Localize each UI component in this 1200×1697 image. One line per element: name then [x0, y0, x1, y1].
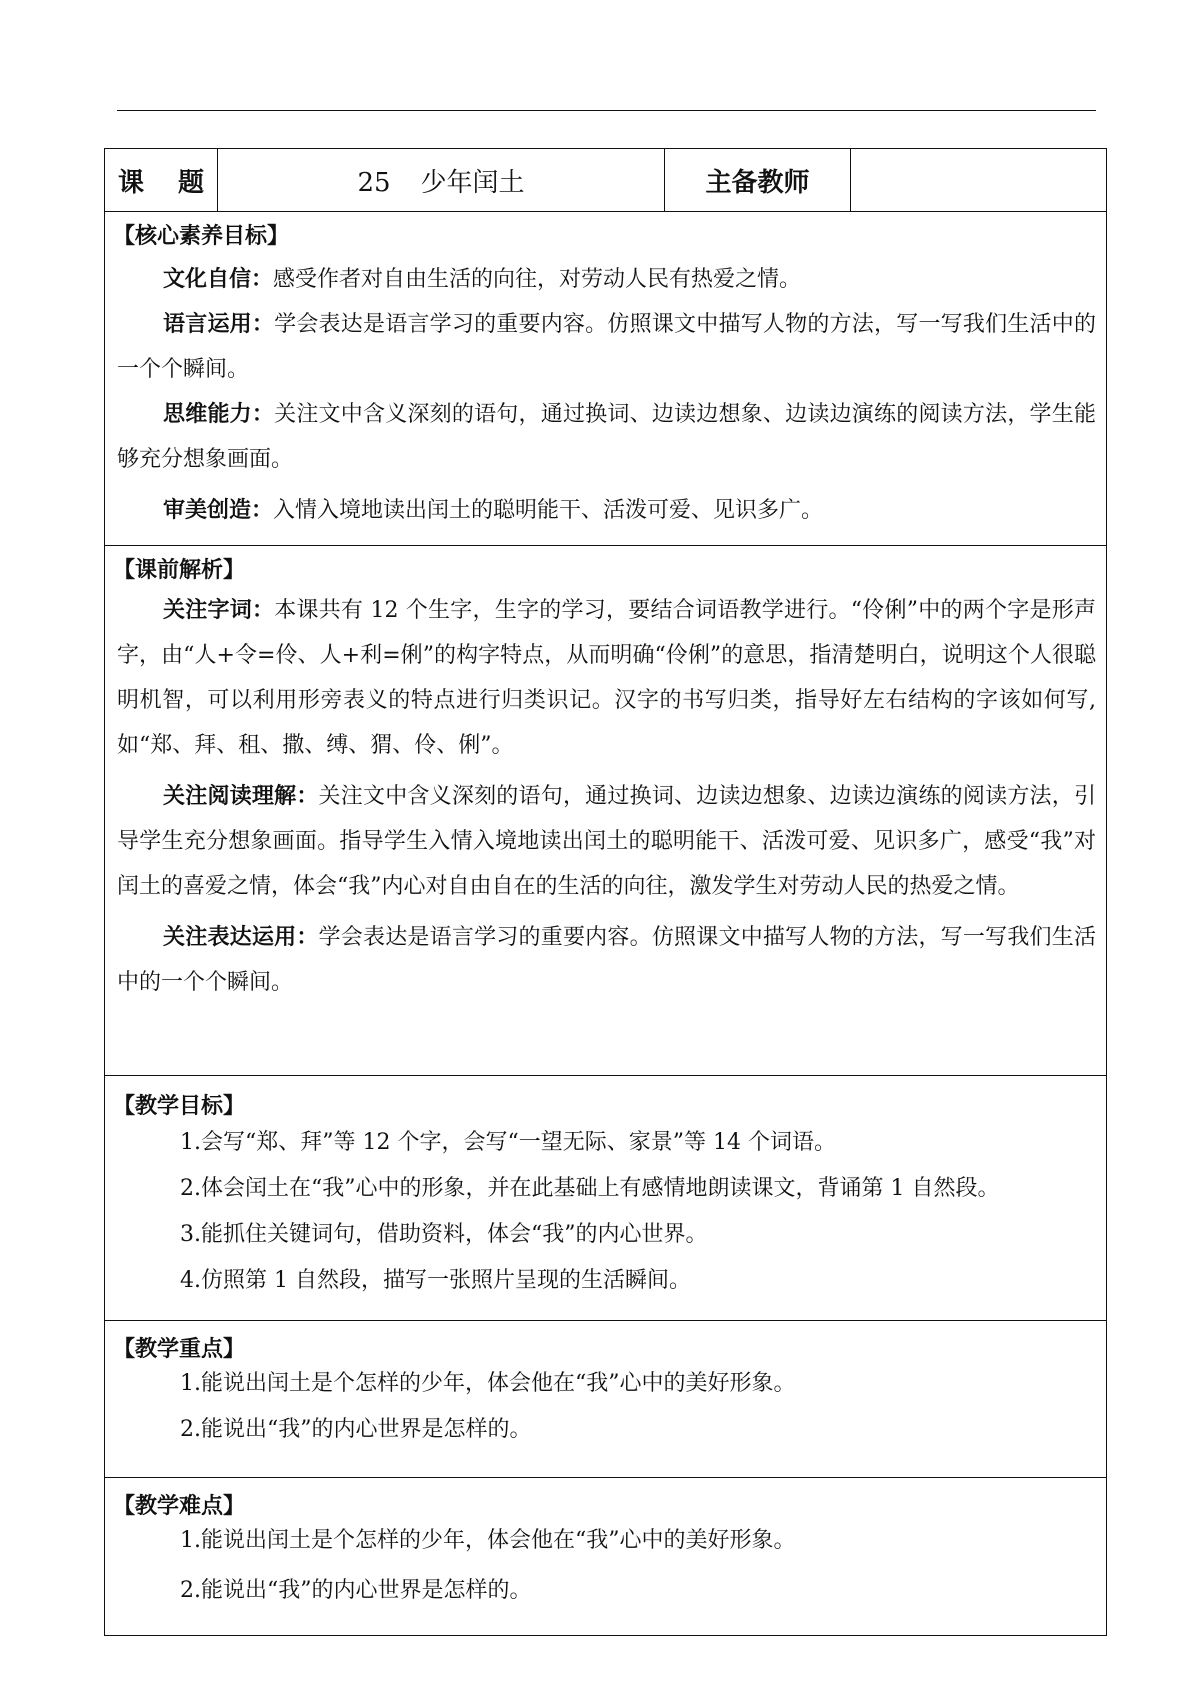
lesson-title-cell — [218, 149, 665, 212]
header-rule — [117, 110, 1096, 111]
list-item: 2.能说出“我”的内心世界是怎样的。 — [180, 1578, 532, 1603]
teacher-value-cell — [851, 149, 1107, 212]
list-item: 1.能说出闰土是个怎样的少年，体会他在“我”心中的美好形象。 — [180, 1371, 796, 1396]
teaching-goals-row — [105, 1076, 1107, 1321]
paragraph-text: 本课共有 12 个生字，生字的学习，要结合词语教学进行。“伶俐”中的两个字是形声字，由“人+令=伶、人+利=俐”的构字特点，从而明确“伶俐”的意思，指清楚明白，说明这个人很聪明机智，可以利用形旁表义的特点进行归类识记。汉字的书写归类，指导好左右结构的字该如何写,如“郑、拜、租、撒、缚、猬、伶、俐”。 — [117, 598, 1096, 758]
paragraph-lead: 关注阅读理解： — [163, 783, 319, 809]
list-item: 2.能说出“我”的内心世界是怎样的。 — [180, 1417, 532, 1442]
paragraph-lead: 语言运用： — [163, 311, 275, 337]
paragraph-lead: 文化自信： — [163, 266, 274, 292]
difficult-points-row — [105, 1478, 1107, 1636]
core-goals-row — [105, 212, 1107, 546]
paragraph — [117, 302, 1096, 392]
topic-label-char-2: 题 — [178, 167, 205, 198]
paragraph-text: 关注文中含义深刻的语句，通过换词、边读边想象、边读边演练的阅读方法，引导学生充分想象画面。指导学生入情入境地读出闰土的聪明能干、活泼可爱、见识多广，感受“我”对闰土的喜爱之情，体会“我”内心对自由自在的生活的向往，激发学生对劳动人民的热爱之情。 — [117, 784, 1096, 899]
paragraph — [117, 774, 1096, 909]
section-title: 【核心素养目标】 — [113, 223, 290, 249]
lesson-title: 少年闰土 — [420, 167, 525, 198]
core-goals-section — [105, 212, 1107, 546]
key-points-row — [105, 1321, 1107, 1478]
teacher-label: 主备教师 — [705, 167, 810, 198]
paragraph-text: 入情入境地读出闰土的聪明能干、活泼可爱、见识多广。 — [273, 498, 824, 523]
paragraph — [117, 915, 1096, 1005]
pre-analysis-section — [105, 546, 1107, 1076]
paragraph-lead: 思维能力： — [163, 401, 275, 427]
paragraph-text: 关注文中含义深刻的语句，通过换词、边读边想象、边读边演练的阅读方法，学生能够充分想象画面。 — [117, 402, 1096, 472]
header-row — [105, 149, 1107, 212]
list-item: 1.能说出闰土是个怎样的少年，体会他在“我”心中的美好形象。 — [180, 1528, 796, 1553]
section-title: 【教学目标】 — [113, 1093, 246, 1119]
lesson-number: 25 — [357, 167, 391, 198]
section-title: 【教学重点】 — [113, 1336, 246, 1362]
key-points-section — [105, 1321, 1107, 1478]
section-title: 【课前解析】 — [113, 557, 246, 583]
topic-label-cell — [105, 149, 218, 212]
topic-label-char-1: 课 — [117, 167, 144, 198]
paragraph-lead: 审美创造： — [163, 497, 274, 523]
section-title: 【教学难点】 — [113, 1493, 246, 1519]
list-item: 4.仿照第 1 自然段，描写一张照片呈现的生活瞬间。 — [180, 1268, 691, 1293]
paragraph-text: 学会表达是语言学习的重要内容。仿照课文中描写人物的方法，写一写我们生活中的一个个瞬间。 — [117, 312, 1096, 382]
paragraph-lead: 关注字词： — [163, 597, 275, 623]
paragraph-lead: 关注表达运用： — [163, 924, 319, 950]
list-item: 1.会写“郑、拜”等 12 个字，会写“一望无际、家景”等 14 个词语。 — [180, 1130, 836, 1155]
list-item: 3.能抓住关键词句，借助资料，体会“我”的内心世界。 — [180, 1222, 708, 1247]
lesson-plan-table — [104, 148, 1107, 1636]
paragraph-text: 感受作者对自由生活的向往，对劳动人民有热爱之情。 — [273, 267, 802, 292]
paragraph-text: 学会表达是语言学习的重要内容。仿照课文中描写人物的方法，写一写我们生活中的一个个瞬间。 — [117, 925, 1096, 995]
paragraph — [117, 588, 1096, 768]
paragraph — [117, 392, 1096, 482]
paragraph — [117, 488, 1096, 533]
difficult-points-section — [105, 1478, 1107, 1636]
pre-analysis-row — [105, 546, 1107, 1076]
teacher-label-cell — [665, 149, 851, 212]
paragraph — [117, 257, 1096, 302]
teaching-goals-section — [105, 1076, 1107, 1321]
list-item: 2.体会闰土在“我”心中的形象，并在此基础上有感情地朗读课文，背诵第 1 自然段。 — [180, 1176, 1000, 1201]
